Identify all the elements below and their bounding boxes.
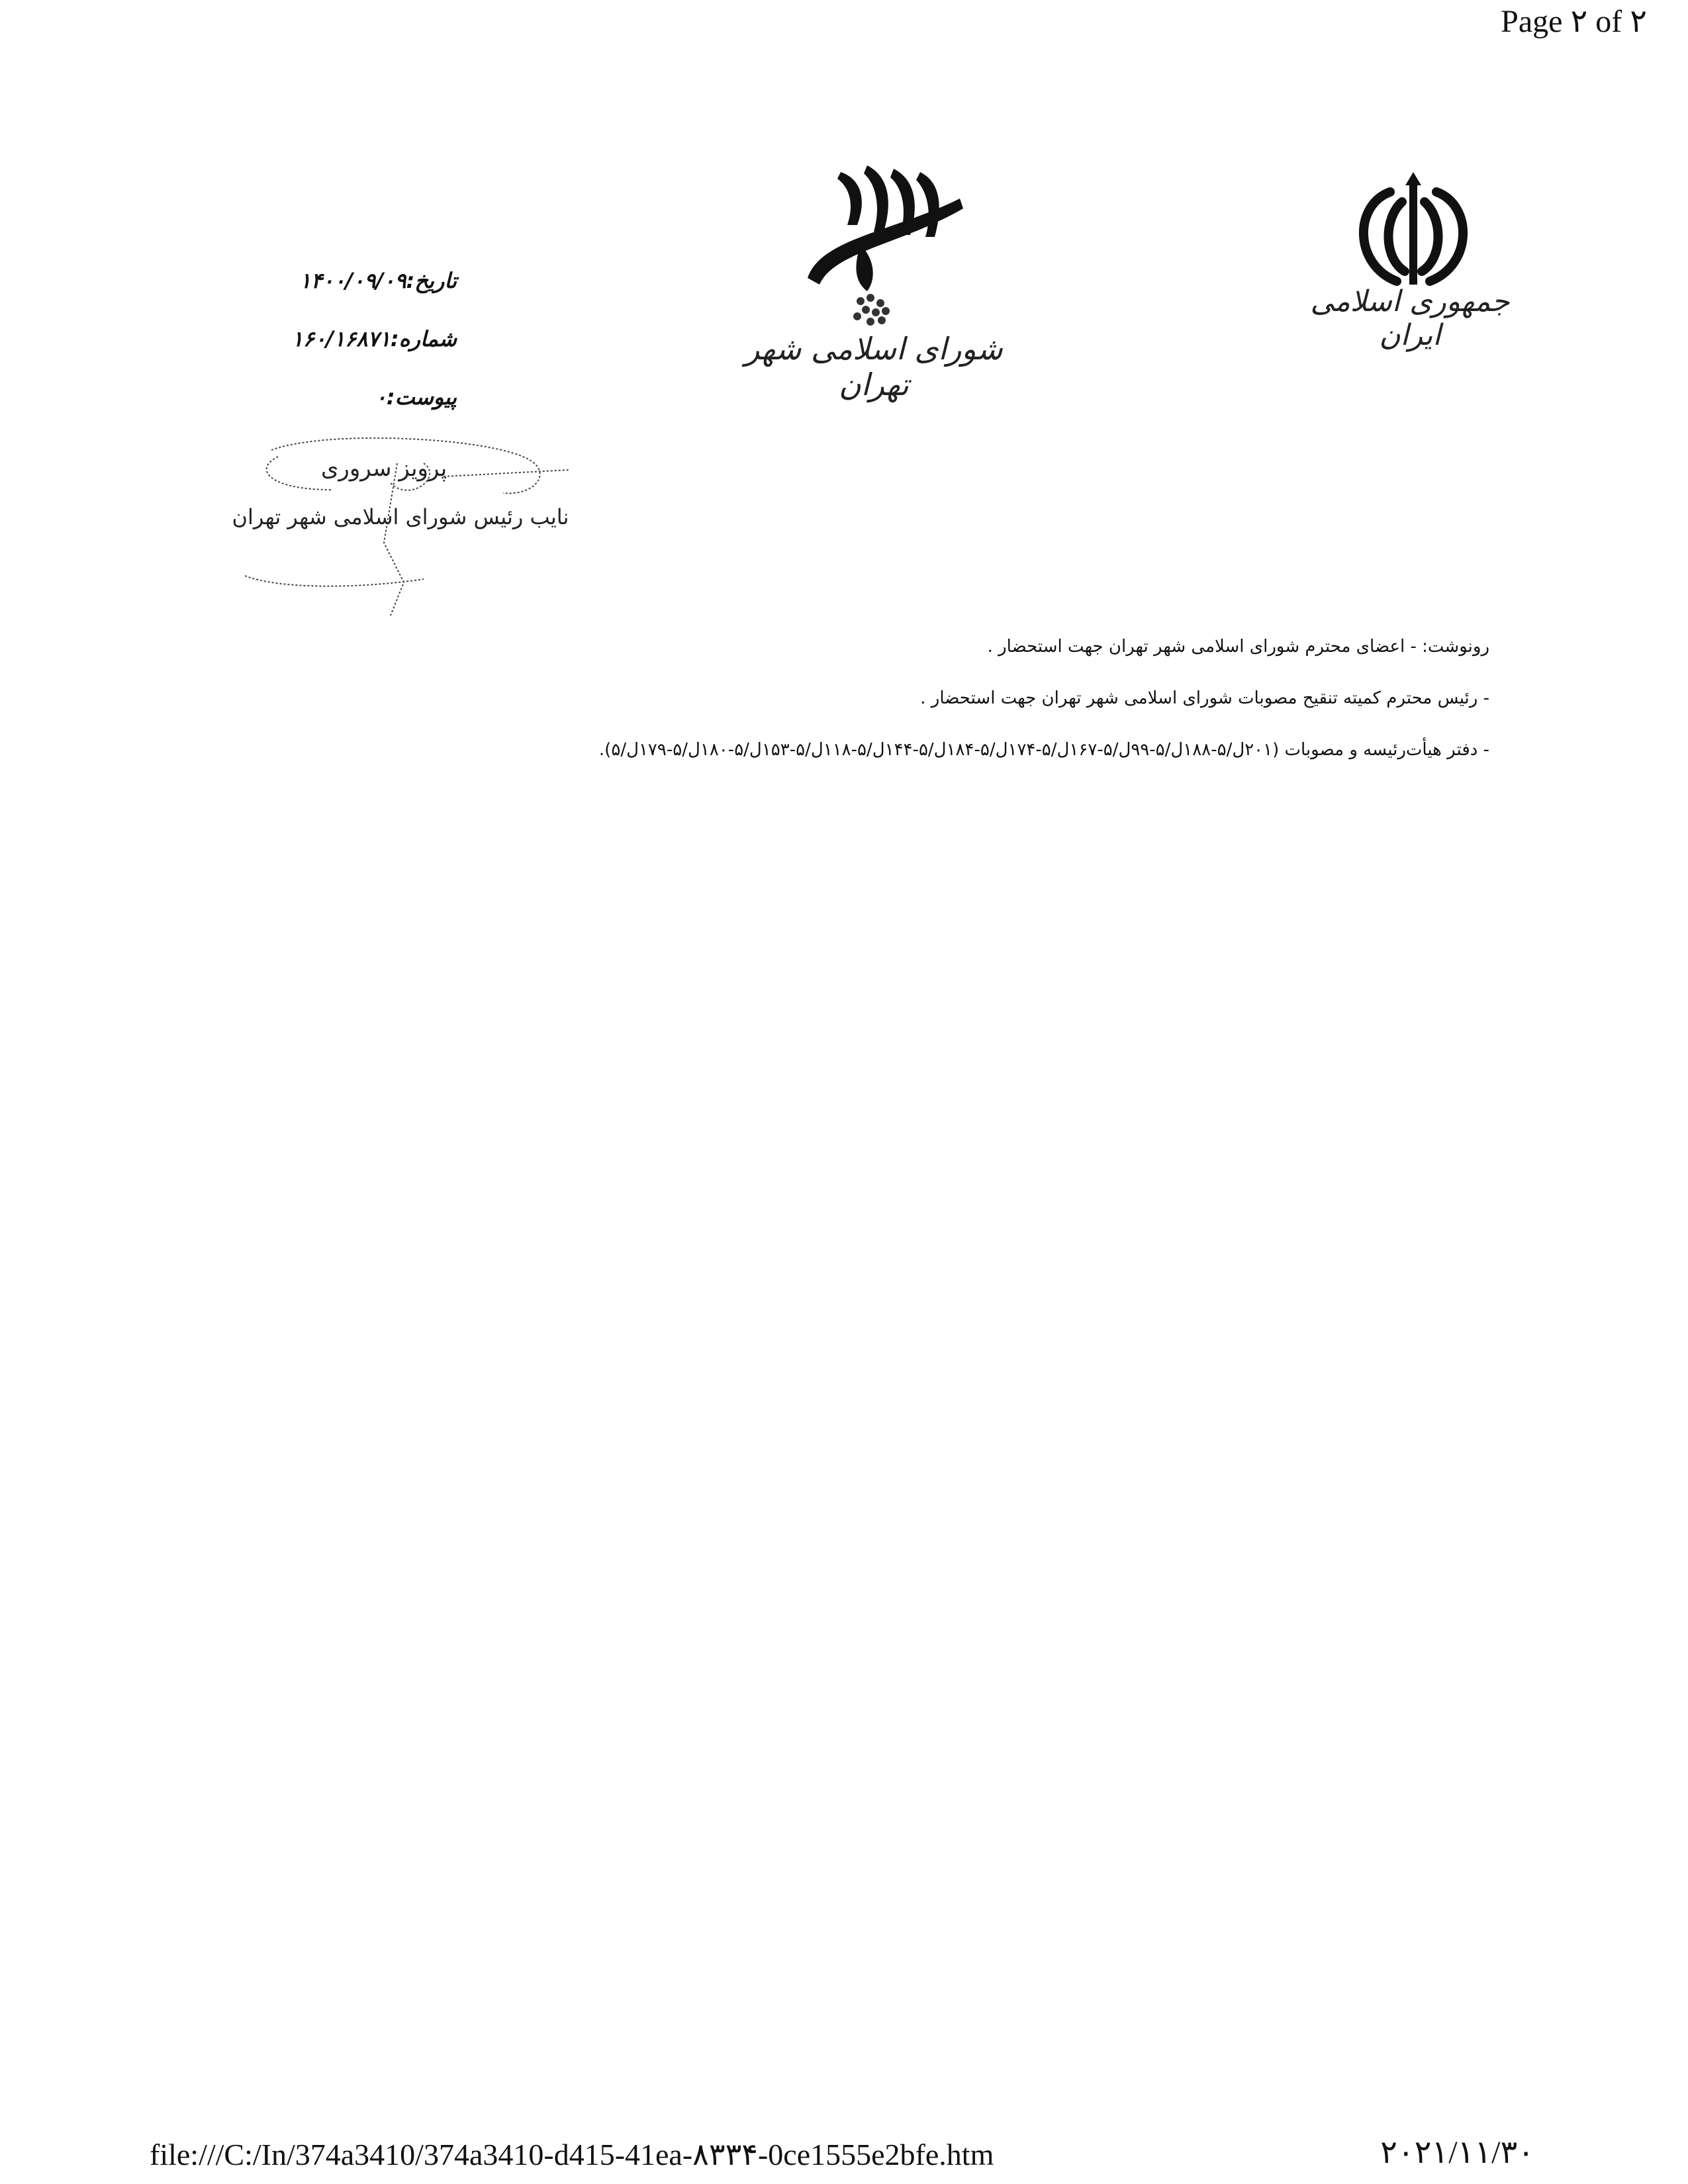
cc-line: رونوشت: - اعضای محترم شورای اسلامی شهر تهران جهت استحضار .: [987, 637, 1489, 657]
page-number: Page ۲ of ۲: [1501, 4, 1647, 39]
cc-line: - دفتر هیأت‌رئیسه و مصوبات (۲۰۱ل/۵-۱۸۸ل/۵-۹۹ل/۵-۱۶۷ل/۵-۱۷۴ل/۵-۱۸۴ل/۵-۱۴۴ل/۵-۱۱۸ل/۵-۱۵۳ل/۵-۱۸۰ل/۵-۱۷۹ل/۵).: [598, 740, 1489, 760]
letter-date: تاریخ:۱۴۰۰/۰۹/۰۹: [299, 268, 457, 293]
footer-file-url: file:///C:/In/374a3410/374a3410-d415-41ea-۸۳۳۴-0ce1555e2bfe.htm: [150, 2138, 994, 2171]
council-caption: شورای اسلامی شهر تهران: [745, 331, 1003, 402]
tehran-council-logo-icon: [761, 159, 980, 357]
letter-attachment: پیوست:۰: [375, 385, 457, 410]
signer-title: نایب رئیس شورای اسلامی شهر تهران: [232, 504, 569, 529]
cc-block: [599, 621, 1489, 776]
footer-date: ۲۰۲۱/۱۱/۳۰: [1380, 2135, 1534, 2170]
signer-name: پرویز سروری: [320, 455, 447, 482]
letter-metadata: [292, 251, 457, 426]
emblem-caption: جمهوری اسلامی ایران: [1310, 285, 1510, 352]
letter-number: شماره:۱۶۰/۱۶۸۷۱: [291, 326, 457, 351]
cc-line: - رئیس محترم کمیته تنقیح مصوبات شورای اسلامی شهر تهران جهت استحضار .: [920, 688, 1489, 708]
